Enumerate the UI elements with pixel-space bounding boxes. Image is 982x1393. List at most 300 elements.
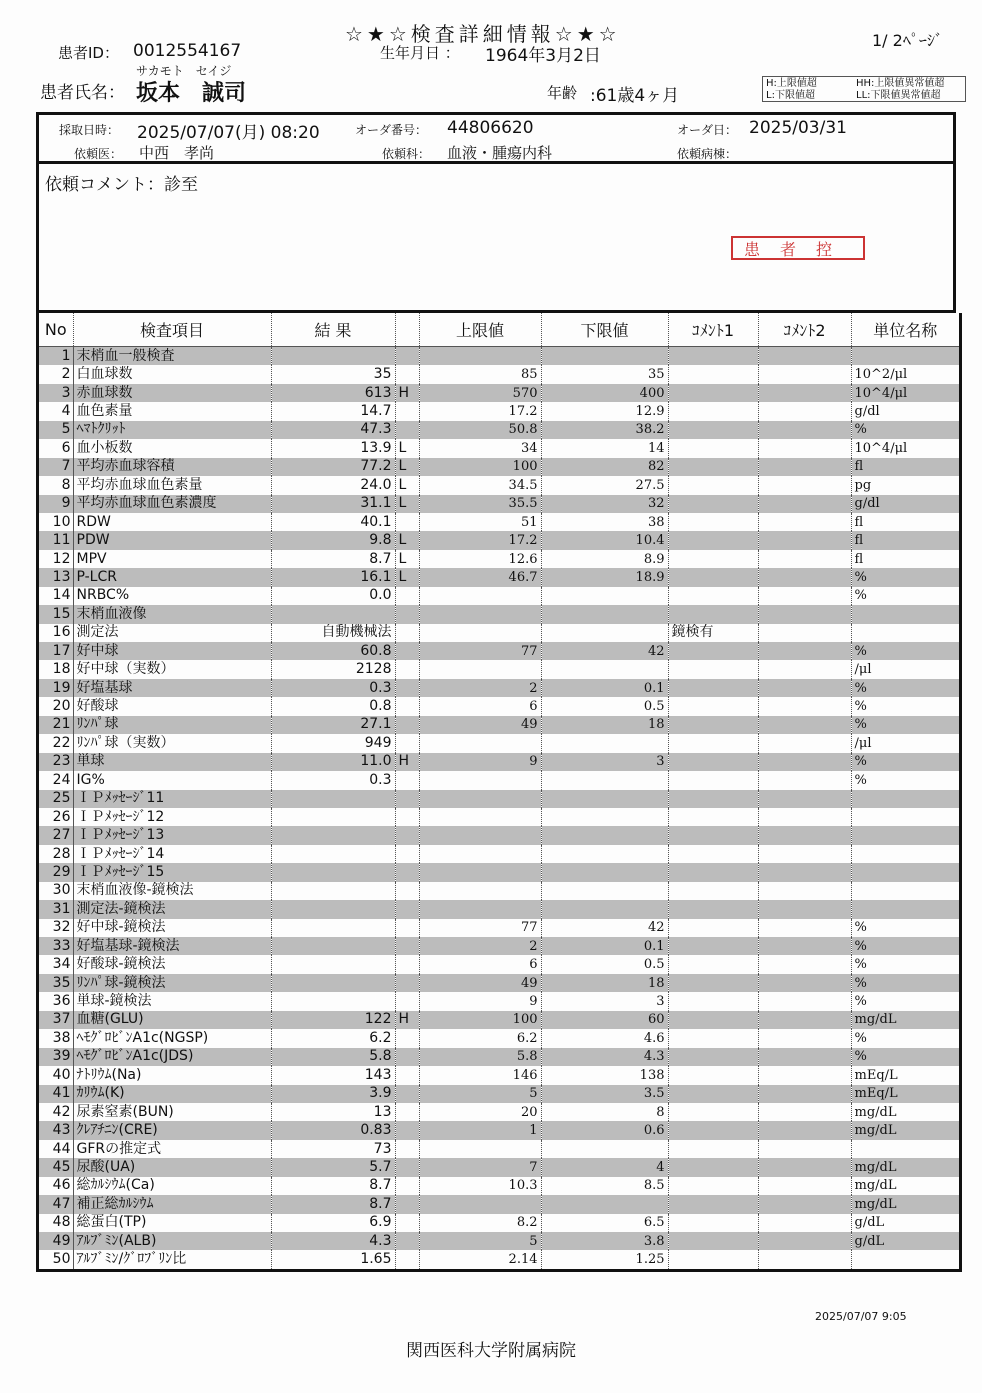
- col-comment2-cell: [758, 347, 851, 366]
- col-unit-cell: %: [851, 937, 959, 955]
- col-comment1-cell: [668, 587, 758, 605]
- col-unit-cell: pg: [854, 477, 872, 493]
- col-comment2-cell: [758, 697, 851, 715]
- col-unit-cell: fl: [851, 531, 959, 549]
- col-unit-cell: [851, 808, 959, 826]
- col-comment2-cell: [758, 1103, 851, 1121]
- col-item-cell: ＩＰﾒｯｾｰｼﾞ12: [73, 808, 271, 826]
- col-upper-cell: 570: [419, 384, 541, 402]
- col-upper-cell: 6: [419, 697, 541, 715]
- col-upper-header: 上限値: [419, 313, 541, 347]
- col-comment1-cell: [668, 660, 758, 678]
- col-no-cell: 6: [39, 439, 73, 457]
- col-flag-cell: L: [395, 531, 419, 549]
- col-comment1-cell: [668, 771, 758, 789]
- col-no-cell: 11: [39, 531, 73, 549]
- col-unit-cell: 10^2/μl: [854, 367, 908, 383]
- col-item-cell: NRBC%: [73, 587, 271, 605]
- col-comment1-cell: [668, 531, 758, 549]
- col-unit-cell: %: [851, 753, 959, 771]
- col-comment2-cell: [758, 550, 851, 568]
- col-unit-cell: %: [854, 994, 867, 1010]
- col-result-cell: [271, 790, 395, 808]
- col-result-cell: [271, 845, 395, 863]
- col-lower-cell: 4.3: [541, 1048, 668, 1066]
- col-flag-cell: [395, 1121, 419, 1139]
- ward-label: 依頼病棟：: [677, 147, 738, 161]
- col-no-cell: 15: [39, 605, 73, 623]
- col-comment1-cell: [668, 1195, 758, 1213]
- col-item-cell: PDW: [73, 531, 271, 549]
- col-no-header: No: [39, 313, 73, 347]
- col-item-cell: RDW: [73, 513, 271, 531]
- table-row: [39, 495, 959, 513]
- col-comment2-cell: [758, 624, 851, 642]
- order-date: 2025/03/31: [749, 118, 847, 138]
- col-comment2-cell: [758, 531, 851, 549]
- col-lower-cell: 42: [541, 642, 668, 660]
- col-flag-cell: [395, 826, 419, 844]
- col-no-cell: 19: [39, 679, 73, 697]
- col-item-cell: ｶﾘｳﾑ(K): [73, 1085, 271, 1103]
- col-comment2-cell: [758, 716, 851, 734]
- col-lower-cell: 0.5: [541, 697, 668, 715]
- col-comment1-cell: [668, 790, 758, 808]
- col-result-cell: 40.1: [271, 513, 395, 531]
- col-item-cell: 総蛋白(TP): [73, 1214, 271, 1232]
- col-comment2-cell: [758, 974, 851, 992]
- col-result-cell: 77.2: [271, 458, 395, 476]
- col-upper-cell: [419, 347, 541, 366]
- col-item-cell: ﾍﾓｸﾞﾛﾋﾞﾝA1c(NGSP): [73, 1029, 271, 1047]
- col-flag-cell: [395, 790, 419, 808]
- col-no-cell: 33: [39, 937, 73, 955]
- col-item-cell: 補正総ｶﾙｼｳﾑ: [73, 1195, 271, 1213]
- col-item-cell: ﾘﾝﾊﾟ球: [73, 716, 271, 734]
- col-unit-cell: fl: [851, 458, 959, 476]
- col-no-cell: 27: [39, 826, 73, 844]
- col-lower-cell: [541, 882, 668, 900]
- col-unit-cell: %: [851, 679, 959, 697]
- col-no-cell: 1: [39, 347, 73, 366]
- col-unit-cell: mg/dL: [851, 1121, 959, 1139]
- col-unit-cell: fl: [854, 551, 864, 567]
- col-unit-cell: /μl: [854, 735, 872, 751]
- col-comment1-cell: [668, 1085, 758, 1103]
- col-upper-cell: 17.2: [419, 402, 541, 420]
- table-row: [39, 642, 959, 660]
- col-flag-cell: H: [395, 384, 419, 402]
- doctor: 中西 孝尚: [139, 144, 215, 162]
- col-flag-cell: [395, 605, 419, 623]
- col-upper-cell: 20: [419, 1103, 541, 1121]
- col-no-cell: 18: [39, 660, 73, 678]
- col-comment2-cell: [758, 882, 851, 900]
- col-upper-cell: 50.8: [419, 421, 541, 439]
- col-lower-cell: 14: [541, 439, 668, 457]
- col-item-header: 検査項目: [73, 313, 271, 347]
- col-comment1-cell: [668, 1029, 758, 1047]
- col-no-cell: 37: [39, 1011, 73, 1029]
- col-comment1-cell: [668, 937, 758, 955]
- col-comment2-cell: [758, 513, 851, 531]
- col-result-cell: [271, 919, 395, 937]
- col-comment1-cell: [668, 1121, 758, 1139]
- table-row: [39, 992, 959, 1010]
- col-lower-cell: 3: [541, 992, 668, 1010]
- col-upper-cell: 5.8: [419, 1048, 541, 1066]
- col-comment2-cell: [758, 919, 851, 937]
- col-flag-cell: [395, 1214, 419, 1232]
- col-item-cell: 末梢血液像-鏡検法: [73, 882, 271, 900]
- col-no-cell: 16: [39, 624, 73, 642]
- col-comment2-cell: [758, 1195, 851, 1213]
- col-flag-cell: [395, 771, 419, 789]
- col-comment2-cell: [758, 476, 851, 494]
- col-no-cell: 35: [39, 974, 73, 992]
- legend-l: L:下限値超: [766, 90, 815, 101]
- col-upper-cell: 100: [419, 1011, 541, 1029]
- col-comment1-cell: [668, 347, 758, 366]
- col-lower-cell: 42: [541, 919, 668, 937]
- col-no-cell: 7: [39, 458, 73, 476]
- col-item-cell: MPV: [73, 550, 271, 568]
- col-upper-cell: 49: [419, 716, 541, 734]
- col-unit-cell: g/dL: [851, 1232, 959, 1250]
- col-no-cell: 41: [39, 1085, 73, 1103]
- col-comment1-cell: [668, 679, 758, 697]
- col-lower-cell: 82: [541, 458, 668, 476]
- col-item-cell: ﾍﾓｸﾞﾛﾋﾞﾝA1c(JDS): [73, 1048, 271, 1066]
- table-row: [39, 568, 959, 586]
- print-timestamp: 2025/07/07 9:05: [815, 1310, 907, 1323]
- col-comment2-cell: [758, 900, 851, 918]
- table-row: [39, 1048, 959, 1066]
- col-result-cell: 73: [271, 1140, 395, 1158]
- col-no-cell: 29: [39, 863, 73, 881]
- hospital-name: 関西医科大学附属病院: [406, 1341, 576, 1361]
- col-no-cell: 38: [39, 1029, 73, 1047]
- col-flag-cell: [395, 660, 419, 678]
- col-item-cell: ｱﾙﾌﾞﾐﾝ/ｸﾞﾛﾌﾞﾘﾝ比: [73, 1250, 271, 1268]
- col-comment2-cell: [758, 1085, 851, 1103]
- col-lower-cell: [541, 660, 668, 678]
- order-date-label: オーダ日：: [677, 123, 738, 137]
- patient-id-label: 患者ID：: [58, 44, 119, 62]
- col-comment1-cell: [668, 1232, 758, 1250]
- col-item-cell: 平均赤血球血色素濃度: [73, 495, 271, 513]
- col-flag-cell: [395, 1232, 419, 1250]
- col-lower-cell: [541, 734, 668, 752]
- col-no-cell: 2: [39, 365, 73, 383]
- table-row: [39, 937, 959, 955]
- table-row: [39, 513, 959, 531]
- col-upper-cell: 7: [419, 1158, 541, 1176]
- col-item-cell: 尿酸(UA): [73, 1158, 271, 1176]
- col-upper-cell: 34: [419, 439, 541, 457]
- col-item-cell: 尿素窒素(BUN): [73, 1103, 271, 1121]
- table-row: [39, 1121, 959, 1139]
- table-row: [39, 660, 959, 678]
- col-comment1-cell: [668, 1066, 758, 1084]
- col-comment2-cell: [758, 568, 851, 586]
- col-result-cell: [271, 992, 395, 1010]
- col-flag-cell: [395, 697, 419, 715]
- col-item-cell: 白血球数: [73, 365, 271, 383]
- col-unit-cell: [851, 900, 959, 918]
- col-item-cell: P-LCR: [73, 568, 271, 586]
- table-row: [39, 1195, 959, 1213]
- col-no-cell: 10: [39, 513, 73, 531]
- col-upper-cell: [419, 624, 541, 642]
- col-no-cell: 26: [39, 808, 73, 826]
- col-comment1-cell: [668, 1158, 758, 1176]
- table-row: [39, 734, 959, 752]
- col-no-cell: 9: [39, 495, 73, 513]
- col-lower-cell: [541, 808, 668, 826]
- col-upper-cell: 1: [419, 1121, 541, 1139]
- col-upper-cell: [419, 771, 541, 789]
- page-number: 1/ 2ﾍﾟｰｼﾞ: [872, 31, 943, 50]
- col-lower-cell: 400: [541, 384, 668, 402]
- col-comment1-cell: [668, 642, 758, 660]
- col-item-cell: ＩＰﾒｯｾｰｼﾞ15: [73, 863, 271, 881]
- col-result-cell: [271, 863, 395, 881]
- col-no-cell: 30: [39, 882, 73, 900]
- col-item-cell: ﾍﾏﾄｸﾘｯﾄ: [73, 421, 271, 439]
- col-result-cell: [271, 808, 395, 826]
- col-lower-cell: [541, 587, 668, 605]
- col-no-cell: 47: [39, 1195, 73, 1213]
- col-item-cell: ＩＰﾒｯｾｰｼﾞ11: [73, 790, 271, 808]
- col-result-cell: 0.83: [271, 1121, 395, 1139]
- legend-h: H:上限値超: [766, 78, 817, 89]
- col-no-cell: 36: [39, 992, 73, 1010]
- table-row: [39, 1066, 959, 1084]
- col-lower-cell: 3: [541, 753, 668, 771]
- col-unit-cell: mEq/L: [854, 1067, 898, 1083]
- col-upper-cell: 49: [419, 974, 541, 992]
- col-comment2-cell: [758, 826, 851, 844]
- col-flag-cell: L: [395, 439, 419, 457]
- col-result-cell: [271, 955, 395, 973]
- table-row: [39, 900, 959, 918]
- col-lower-header: 下限値: [541, 313, 668, 347]
- col-no-cell: 42: [39, 1103, 73, 1121]
- order-no: 44806620: [447, 118, 534, 138]
- col-item-cell: 血小板数: [73, 439, 271, 457]
- table-row: [39, 845, 959, 863]
- col-item-cell: ＩＰﾒｯｾｰｼﾞ13: [73, 826, 271, 844]
- col-result-cell: 5.8: [271, 1048, 395, 1066]
- table-row: [39, 919, 959, 937]
- col-result-cell: 613: [271, 384, 395, 402]
- col-upper-cell: [419, 605, 541, 623]
- col-lower-cell: 38: [541, 513, 668, 531]
- col-upper-cell: 51: [419, 513, 541, 531]
- age-label: 年齢: [547, 84, 578, 102]
- col-comment2-cell: [758, 1250, 851, 1268]
- table-row: [39, 1029, 959, 1047]
- col-item-cell: 総ｶﾙｼｳﾑ(Ca): [73, 1177, 271, 1195]
- col-lower-cell: 8: [541, 1103, 668, 1121]
- table-row: [39, 439, 959, 457]
- col-upper-cell: 17.2: [419, 531, 541, 549]
- col-result-cell: 6.9: [271, 1214, 395, 1232]
- table-row: [39, 1232, 959, 1250]
- col-unit-cell: g/dl: [854, 404, 880, 420]
- results-table: [36, 313, 962, 1272]
- col-comment1-cell: [668, 439, 758, 457]
- col-unit-cell: %: [854, 957, 867, 973]
- col-flag-cell: [395, 421, 419, 439]
- col-item-cell: 単球: [73, 753, 271, 771]
- col-comment1-cell: [668, 1103, 758, 1121]
- table-row: [39, 402, 959, 420]
- col-comment2-cell: [758, 1121, 851, 1139]
- col-comment2-cell: [758, 495, 851, 513]
- col-lower-cell: 0.5: [541, 955, 668, 973]
- col-result-cell: 13: [271, 1103, 395, 1121]
- col-lower-cell: [541, 845, 668, 863]
- col-flag-cell: [395, 513, 419, 531]
- col-no-cell: 31: [39, 900, 73, 918]
- patient-name: 坂本 誠司: [136, 81, 247, 106]
- col-comment1-cell: [668, 550, 758, 568]
- col-lower-cell: 18.9: [541, 568, 668, 586]
- order-info-box: [36, 112, 956, 164]
- col-result-cell: 14.7: [271, 402, 395, 420]
- col-result-cell: 自動機械法: [271, 624, 395, 642]
- col-comment2-cell: [758, 734, 851, 752]
- col-upper-cell: 10.3: [419, 1177, 541, 1195]
- col-lower-cell: 3.5: [541, 1085, 668, 1103]
- table-row: [39, 458, 959, 476]
- col-item-cell: ﾘﾝﾊﾟ球-鏡検法: [73, 974, 271, 992]
- col-lower-cell: 0.1: [541, 679, 668, 697]
- col-item-cell: ＩＰﾒｯｾｰｼﾞ14: [73, 845, 271, 863]
- col-flag-cell: L: [395, 476, 419, 494]
- table-row: [39, 753, 959, 771]
- col-result-cell: 8.7: [271, 1195, 395, 1213]
- col-unit-cell: 10^4/μl: [854, 440, 908, 456]
- table-row: [39, 550, 959, 568]
- col-upper-cell: 77: [419, 919, 541, 937]
- col-flag-cell: [395, 587, 419, 605]
- col-result-cell: 13.9: [271, 439, 395, 457]
- col-no-cell: 3: [39, 384, 73, 402]
- col-comment1-cell: [668, 753, 758, 771]
- col-comment1-cell: [668, 992, 758, 1010]
- col-no-cell: 12: [39, 550, 73, 568]
- table-row: [39, 347, 959, 366]
- col-flag-cell: [395, 955, 419, 973]
- table-row: [39, 790, 959, 808]
- col-no-cell: 49: [39, 1232, 73, 1250]
- table-row: [39, 1085, 959, 1103]
- col-flag-cell: [395, 1029, 419, 1047]
- col-flag-cell: [395, 1066, 419, 1084]
- col-lower-cell: 0.6: [541, 1121, 668, 1139]
- col-flag-cell: L: [395, 550, 419, 568]
- col-unit-cell: %: [851, 568, 959, 586]
- col-comment1-cell: [668, 1011, 758, 1029]
- col-comment1-cell: [668, 808, 758, 826]
- col-unit-cell: [851, 845, 959, 863]
- col-unit-cell: %: [851, 642, 959, 660]
- col-comment2-cell: [758, 955, 851, 973]
- col-no-cell: 48: [39, 1214, 73, 1232]
- col-unit-cell: %: [854, 588, 867, 604]
- col-result-cell: [271, 605, 395, 623]
- col-lower-cell: 12.9: [541, 402, 668, 420]
- col-flag-cell: H: [395, 753, 419, 771]
- col-unit-cell: [851, 863, 959, 881]
- col-unit-cell: %: [851, 1048, 959, 1066]
- col-flag-cell: [395, 863, 419, 881]
- col-result-cell: 6.2: [271, 1029, 395, 1047]
- col-lower-cell: 4: [541, 1158, 668, 1176]
- col-upper-cell: 9: [419, 753, 541, 771]
- col-item-cell: 平均赤血球容積: [73, 458, 271, 476]
- col-unit-cell: [851, 1140, 959, 1158]
- col-comment1-cell: [668, 1250, 758, 1268]
- col-unit-cell: [851, 826, 959, 844]
- col-unit-cell: %: [851, 421, 959, 439]
- col-result-cell: 8.7: [271, 550, 395, 568]
- patient-id: 0012554167: [133, 41, 242, 61]
- col-item-cell: 末梢血一般検査: [73, 347, 271, 366]
- col-comment2-header: ｺﾒﾝﾄ2: [758, 313, 851, 347]
- col-flag-cell: [395, 992, 419, 1010]
- col-upper-cell: [419, 1140, 541, 1158]
- col-item-cell: 好中球-鏡検法: [73, 919, 271, 937]
- col-lower-cell: 18: [541, 974, 668, 992]
- col-comment1-cell: [668, 697, 758, 715]
- col-item-cell: ﾘﾝﾊﾟ球（実数）: [73, 734, 271, 752]
- patient-copy-stamp: 患者控: [731, 236, 865, 260]
- col-comment2-cell: [758, 1158, 851, 1176]
- col-result-cell: 5.7: [271, 1158, 395, 1176]
- col-lower-cell: 0.1: [541, 937, 668, 955]
- patient-name-label: 患者氏名：: [40, 83, 125, 103]
- col-result-cell: [271, 347, 395, 366]
- col-lower-cell: 32: [541, 495, 668, 513]
- col-flag-cell: [395, 808, 419, 826]
- col-flag-cell: [395, 1158, 419, 1176]
- col-result-cell: 9.8: [271, 531, 395, 549]
- col-upper-cell: 12.6: [419, 550, 541, 568]
- col-unit-cell: /μl: [854, 662, 872, 678]
- col-comment1-cell: 鏡検有: [668, 624, 758, 642]
- col-comment2-cell: [758, 421, 851, 439]
- col-flag-cell: [395, 1103, 419, 1121]
- col-flag-cell: L: [395, 458, 419, 476]
- col-comment2-cell: [758, 790, 851, 808]
- flag-legend: [762, 76, 966, 102]
- col-lower-cell: [541, 1195, 668, 1213]
- table-row: [39, 974, 959, 992]
- col-comment1-cell: [668, 513, 758, 531]
- col-lower-cell: 1.25: [541, 1250, 668, 1268]
- col-upper-cell: [419, 900, 541, 918]
- col-lower-cell: [541, 624, 668, 642]
- col-item-cell: 測定法: [73, 624, 271, 642]
- table-row: [39, 531, 959, 549]
- dept-label: 依頼科：: [382, 147, 431, 161]
- col-comment2-cell: [758, 458, 851, 476]
- col-comment2-cell: [758, 753, 851, 771]
